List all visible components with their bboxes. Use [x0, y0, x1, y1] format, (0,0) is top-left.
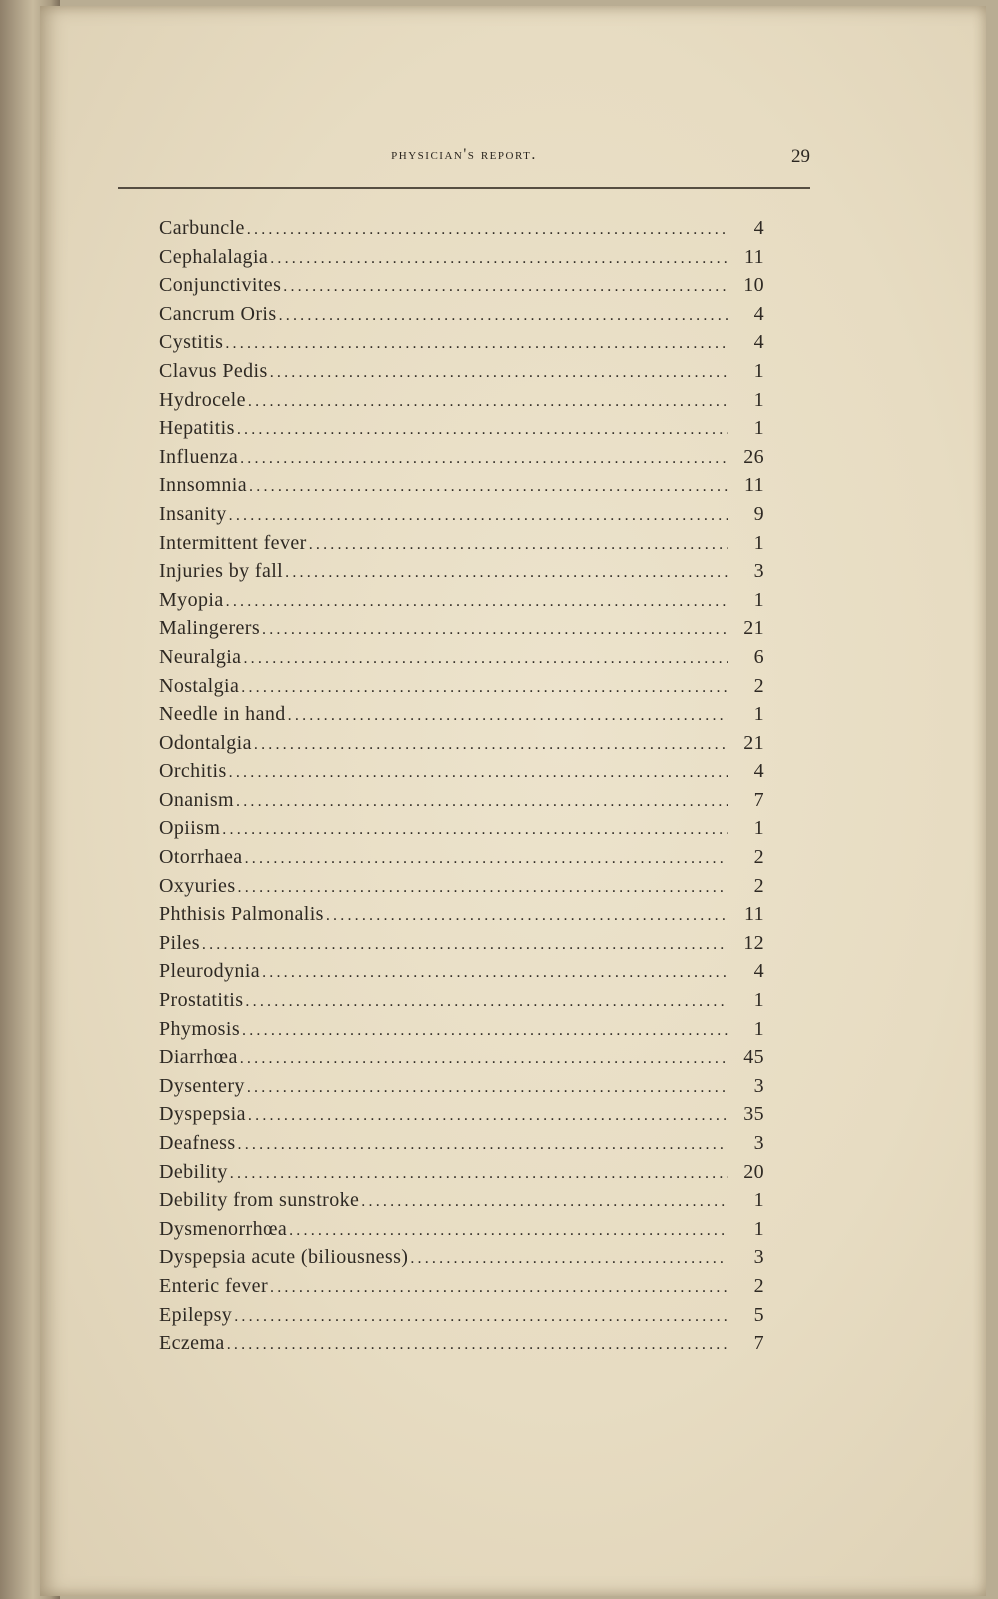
- list-item: [159, 960, 764, 989]
- list-item: [159, 560, 764, 589]
- dot-leader: [361, 1193, 728, 1211]
- dot-leader: [248, 1107, 728, 1125]
- entry-label: Neuralgia: [159, 645, 242, 668]
- entry-label: Insanity: [159, 502, 227, 525]
- entry-count: 3: [753, 1246, 764, 1269]
- list-item: [159, 675, 764, 704]
- entry-count: 3: [753, 1074, 764, 1097]
- entry-count: 9: [753, 502, 764, 525]
- entry-count: 3: [753, 1132, 764, 1154]
- entry-count: 26: [743, 445, 764, 468]
- list-item: [159, 1132, 764, 1161]
- entry-label: Dyspepsia acute (biliousness): [159, 1246, 409, 1269]
- entry-label: Debility: [159, 1160, 228, 1183]
- dot-leader: [229, 507, 728, 525]
- entry-label: Intermittent fever: [159, 531, 307, 554]
- dot-leader: [222, 821, 728, 839]
- dot-leader: [241, 679, 728, 697]
- entry-count: 1: [753, 1017, 764, 1040]
- entry-count: 3: [753, 560, 764, 583]
- entry-count: 4: [753, 331, 764, 354]
- dot-leader: [226, 593, 728, 611]
- dot-leader: [240, 1050, 728, 1068]
- dot-leader: [229, 764, 728, 782]
- entry-label: Myopia: [159, 588, 224, 611]
- entry-label: Diarrhœa: [159, 1046, 238, 1069]
- list-item: [159, 446, 764, 475]
- entry-count: 4: [753, 217, 764, 239]
- list-item: [159, 646, 764, 675]
- entry-label: Cancrum Oris: [159, 302, 277, 325]
- entry-count: 11: [743, 245, 764, 268]
- list-item: [159, 789, 764, 818]
- entry-label: Onanism: [159, 788, 235, 811]
- entry-count: 4: [753, 960, 764, 983]
- dot-leader: [202, 936, 728, 954]
- list-item: [159, 1332, 764, 1361]
- list-item: [159, 1189, 764, 1218]
- entry-count: 2: [753, 1274, 764, 1297]
- entry-label: Oxyuries: [159, 874, 236, 897]
- entry-label: Conjunctivites: [159, 274, 282, 297]
- entry-label: Cystitis: [159, 331, 224, 354]
- dot-leader: [285, 564, 728, 582]
- list-item: [159, 589, 764, 618]
- header-rule: [118, 187, 810, 189]
- list-item: [159, 875, 764, 904]
- list-item: [159, 1246, 764, 1275]
- list-item: [159, 817, 764, 846]
- list-item: [159, 1304, 764, 1333]
- list-item: [159, 1275, 764, 1304]
- dot-leader: [227, 1336, 728, 1354]
- dot-leader: [243, 650, 728, 668]
- list-item: [159, 246, 764, 275]
- list-item: [159, 389, 764, 418]
- dot-leader: [270, 364, 728, 382]
- dot-leader: [270, 1279, 728, 1297]
- list-item: [159, 274, 764, 303]
- entry-label: Innsomnia: [159, 474, 248, 497]
- entry-label: Dyspepsia: [159, 1103, 246, 1126]
- dot-leader: [245, 993, 728, 1011]
- dot-leader: [270, 250, 728, 268]
- entry-label: Epilepsy: [159, 1303, 233, 1326]
- entry-count: 1: [753, 359, 764, 382]
- list-item: [159, 1103, 764, 1132]
- running-title: physician's report.: [391, 146, 537, 163]
- list-item: [159, 474, 764, 503]
- dot-leader: [238, 1136, 728, 1154]
- dot-leader: [245, 850, 728, 868]
- dot-leader: [326, 907, 728, 925]
- entry-count: 2: [753, 846, 764, 869]
- dot-leader: [225, 335, 728, 353]
- entry-label: Enteric fever: [159, 1274, 269, 1297]
- list-item: [159, 732, 764, 761]
- entry-count: 21: [743, 617, 764, 640]
- entry-count: 1: [753, 1189, 764, 1212]
- entry-label: Malingerers: [159, 617, 261, 640]
- dot-leader: [240, 450, 728, 468]
- entry-label: Piles: [159, 931, 200, 954]
- dot-leader: [230, 1165, 728, 1183]
- list-item: [159, 1075, 764, 1104]
- entry-count: 4: [753, 760, 764, 783]
- entry-count: 45: [743, 1046, 764, 1069]
- list-item: [159, 1218, 764, 1247]
- list-item: [159, 417, 764, 446]
- dot-leader: [262, 964, 728, 982]
- entry-label: Dysentery: [159, 1074, 245, 1097]
- entry-label: Orchitis: [159, 760, 227, 783]
- entry-count: 1: [753, 989, 764, 1012]
- list-item: [159, 217, 764, 246]
- entry-count: 12: [743, 931, 764, 954]
- dot-leader: [279, 307, 728, 325]
- list-item: [159, 703, 764, 732]
- entry-count: 7: [753, 1332, 764, 1355]
- entry-label: Otorrhaea: [159, 846, 243, 869]
- list-item: [159, 989, 764, 1018]
- entry-count: 11: [743, 903, 764, 926]
- entry-label: Odontalgia: [159, 731, 252, 754]
- list-item: [159, 846, 764, 875]
- dot-leader: [238, 879, 728, 897]
- list-item: [159, 503, 764, 532]
- list-item: [159, 1018, 764, 1047]
- dot-leader: [254, 736, 728, 754]
- entry-label: Nostalgia: [159, 674, 240, 697]
- entry-label: Cephalalagia: [159, 245, 269, 268]
- entry-count: 1: [753, 417, 764, 440]
- entry-count: 1: [753, 388, 764, 411]
- entry-label: Hepatitis: [159, 417, 235, 440]
- list-item: [159, 903, 764, 932]
- list-item: [159, 532, 764, 561]
- list-item: [159, 932, 764, 961]
- entry-label: Debility from sunstroke: [159, 1189, 360, 1212]
- entry-count: 20: [743, 1160, 764, 1183]
- list-item: [159, 1046, 764, 1075]
- dot-leader: [262, 621, 728, 639]
- entry-count: 4: [753, 302, 764, 325]
- entry-count: 1: [753, 703, 764, 726]
- entry-count: 11: [743, 474, 764, 497]
- dot-leader: [249, 478, 728, 496]
- page-number: 29: [791, 146, 810, 167]
- entry-count: 1: [753, 817, 764, 840]
- dot-leader: [410, 1250, 728, 1268]
- page-header: [118, 146, 810, 170]
- entry-count: 7: [753, 788, 764, 811]
- dot-leader: [288, 707, 728, 725]
- list-item: [159, 760, 764, 789]
- entry-label: Injuries by fall: [159, 560, 284, 583]
- entry-label: Pleurodynia: [159, 960, 261, 983]
- entry-label: Prostatitis: [159, 989, 244, 1012]
- disease-list: [159, 217, 764, 1361]
- dot-leader: [289, 1222, 728, 1240]
- dot-leader: [234, 1308, 728, 1326]
- dot-leader: [242, 1022, 728, 1040]
- entry-count: 1: [753, 531, 764, 554]
- entry-count: 1: [753, 588, 764, 611]
- dot-leader: [283, 278, 728, 296]
- dot-leader: [247, 221, 728, 239]
- entry-count: 10: [743, 274, 764, 297]
- entry-count: 21: [743, 731, 764, 754]
- entry-label: Hydrocele: [159, 388, 246, 411]
- dot-leader: [247, 1079, 728, 1097]
- list-item: [159, 1161, 764, 1190]
- entry-count: 2: [753, 874, 764, 897]
- entry-label: Phthisis Palmonalis: [159, 903, 324, 926]
- entry-count: 6: [753, 645, 764, 668]
- entry-count: 2: [753, 674, 764, 697]
- entry-label: Phymosis: [159, 1017, 241, 1040]
- entry-label: Clavus Pedis: [159, 359, 268, 382]
- dot-leader: [309, 536, 728, 554]
- entry-label: Eczema: [159, 1332, 225, 1355]
- dot-leader: [248, 393, 728, 411]
- entry-label: Dysmenorrhœa: [159, 1217, 288, 1240]
- list-item: [159, 360, 764, 389]
- entry-label: Influenza: [159, 445, 239, 468]
- dot-leader: [237, 421, 728, 439]
- entry-label: Deafness: [159, 1132, 236, 1154]
- entry-label: Needle in hand: [159, 703, 286, 726]
- entry-count: 1: [753, 1217, 764, 1240]
- list-item: [159, 617, 764, 646]
- entry-count: 5: [753, 1303, 764, 1326]
- list-item: [159, 331, 764, 360]
- entry-label: Carbuncle: [159, 217, 245, 239]
- list-item: [159, 303, 764, 332]
- dot-leader: [236, 793, 728, 811]
- entry-label: Opiism: [159, 817, 221, 840]
- entry-count: 35: [743, 1103, 764, 1126]
